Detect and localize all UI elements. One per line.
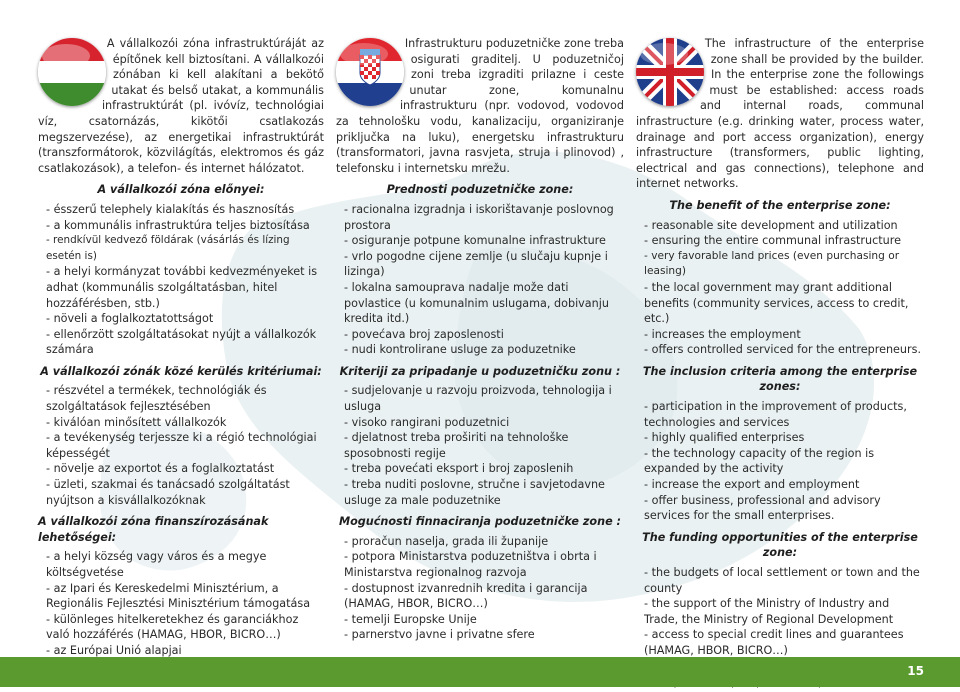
list-item: - a helyi község vagy város és a megye költségvetése	[46, 550, 267, 579]
list-item: - rendkívül kedvező földárak (vásárlás és lízing esetén is)	[46, 234, 290, 262]
footer-bar	[0, 657, 960, 687]
list-item: - az Európai Unió alapjai	[46, 643, 182, 657]
section-title-funding: The funding opportunities of the enterprise zone:	[642, 530, 918, 560]
list-item: - ensuring the entire communal infrastructure	[644, 234, 901, 248]
column-english	[636, 36, 924, 692]
section-title-criteria: The inclusion criteria among the enterprise zones:	[642, 364, 918, 394]
section-title-criteria: Kriteriji za pripadanje u poduzetničku zonu :	[339, 364, 621, 378]
benefits-list	[636, 218, 924, 358]
list-item: - sudjelovanje u razvoju proizvoda, tehnologija i usluga	[344, 384, 612, 414]
list-item: - ellenőrzött szolgáltatásokat nyújt a vállalkozók számára	[46, 327, 317, 357]
funding-list	[336, 534, 624, 643]
section-title-funding: A vállalkozói zóna finanszírozásának lehetőségei:	[38, 515, 269, 544]
intro-text: The infrastructure of the enterprise zone shall be provided by the builder. In the enterprise zone the followings must be established: access roads and internal roads, communal infrastructure (e.g. drinking water, process water, drainage and port access organization), energy infrastructure (transformers, public lighting, electrical and gas connections), telephone and internet networks.	[636, 37, 924, 191]
list-item: - racionalna izgradnja i iskorištavanje poslovnog prostora	[344, 202, 614, 232]
list-item: - részvétel a termékek, technológiák és szolgáltatások fejlesztésében	[46, 384, 267, 414]
section-title-benefits: The benefit of the enterprise zone:	[669, 198, 891, 212]
list-item: - very favorable land prices (even purchasing or leasing)	[644, 249, 900, 278]
section-title-funding: Mogućnosti finnaciranja poduzetničke zone :	[338, 515, 622, 529]
criteria-list	[636, 399, 924, 524]
list-item: - temelji Europske Unije	[344, 612, 477, 626]
criteria-list	[336, 383, 624, 508]
list-item: - treba nuditi poslovne, stručne i savjetodavne usluge za male poduzetnike	[344, 478, 605, 507]
list-item: - a tevékenység terjessze ki a régió technológiai képességét	[46, 431, 317, 460]
section-title-criteria: A vállalkozói zónák közé kerülés kritériumai:	[40, 364, 322, 378]
list-item: - kiválóan minősített vállalkozók	[46, 415, 227, 429]
intro-text: A vállalkozói zóna infrastruktúráját az építőnek kell biztosítani. A vállalkozói zónában ki kell alakítani a bekötő utakat és belső utakat, a kommunális infrastruktúrát (pl. ivóvíz, technológiai víz, csatornázás, kikötői csatlakozás megszervezése), az energetikai infrastruktúrát (transzformátorok, közvilágítás, elektromos és gáz csatlakozások), a telefon- és internet hálózatot.	[38, 37, 324, 175]
intro-text: Infrastrukturu poduzetničke zone treba osigurati graditelj. U poduzetničoj zoni treba izgraditi prilazne i ceste unutar zone, komunalnu infrastrukturu (npr. vodovod, vodovod za tehnološku vodu, kanalizaciju, organiziranje priključka na luku), energetsku infrastrukturu (transformatori, javna rasvjeta, struja i plinovod) , telefonsku i internetsku mrežu.	[336, 37, 624, 175]
list-item: - lokalna samouprava nadalje može dati povlastice (u komunalnim uslugama, dobivanju kredita itd.)	[344, 280, 609, 326]
list-item: - növeli a foglalkoztatottságot	[46, 312, 214, 326]
list-item: - treba povećati eksport i broj zaposlenih	[344, 462, 574, 476]
section-title-benefits: Prednosti poduzetničke zone:	[386, 183, 574, 197]
list-item: - access to special credit lines and guarantees (HAMAG, HBOR, BICRO…)	[644, 628, 904, 657]
list-item: - increase the export and employment	[644, 478, 860, 492]
list-item: - djelatnost treba proširiti na tehnološke sposobnosti regije	[344, 431, 569, 460]
list-item: - increases the employment	[644, 327, 801, 341]
list-item: - the budgets of local settlement or town and the county	[644, 566, 920, 595]
list-item: - a kommunális infrastruktúra teljes biztosítása	[46, 218, 310, 232]
list-item: - the local government may grant additional benefits (community services, access to credit, etc.)	[644, 280, 909, 326]
list-item: - potpora Ministarstva poduzetništva i obrta i Ministarstva regionalnog razvoja	[344, 550, 597, 579]
column-hungarian	[38, 36, 324, 676]
list-item: - nudi kontrolirane usluge za poduzetnike	[344, 343, 576, 357]
list-item: - visoko rangirani poduzetnici	[344, 415, 510, 429]
list-item: - vrlo pogodne cijene zemlje (u slučaju kupnje i lizinga)	[344, 249, 608, 279]
list-item: - üzleti, szakmai és tanácsadó szolgáltatást nyújtson a kisvállalkozóknak	[46, 478, 290, 507]
page-number: 15	[907, 664, 924, 678]
list-item: - offers controlled serviced for the entrepreneurs.	[644, 343, 922, 357]
list-item: - participation in the improvement of products, technologies and services	[644, 400, 907, 429]
list-item: - highly qualified enterprises	[644, 431, 805, 445]
list-item: - dostupnost izvanrednih kredita i garancija (HAMAG, HBOR, BICRO…)	[344, 581, 588, 611]
list-item: - proračun naselja, grada ili županije	[344, 534, 549, 548]
list-item: - the support of the Ministry of Industry and Trade, the Ministry of Regional Development	[644, 597, 894, 626]
list-item: - offer business, professional and advisory services for the small enterprises.	[644, 493, 881, 523]
list-item: - osiguranje potpune komunalne infrastrukture	[344, 234, 606, 248]
list-item: - a helyi kormányzat további kedvezményeket is adhat (kommunális szolgáltatásban, hitel hozzáférésben, stb.)	[46, 265, 318, 310]
benefits-list	[38, 202, 324, 358]
list-item: - az Ipari és Kereskedelmi Minisztérium, a Regionális Fejlesztési Minisztérium támogatása	[46, 581, 311, 611]
funding-list	[38, 549, 324, 674]
list-item: - reasonable site development and utilization	[644, 218, 898, 232]
section-title-benefits: A vállalkozói zóna előnyei:	[97, 183, 265, 197]
uk-flag-icon	[636, 38, 704, 106]
hungary-flag-icon	[38, 38, 106, 106]
column-croatian	[336, 36, 624, 645]
list-item: - povećava broj zaposlenosti	[344, 327, 504, 341]
criteria-list	[38, 383, 324, 508]
benefits-list	[336, 202, 624, 358]
list-item: - különleges hitelkeretekhez és garanciákhoz való hozzáférés (HAMAG, HBOR, BICRO…)	[46, 612, 299, 642]
list-item: - növelje az exportot és a foglalkoztatást	[46, 462, 275, 476]
list-item: - parnerstvo javne i privatne sfere	[344, 628, 535, 642]
list-item: - ésszerű telephely kialakítás és hasznosítás	[46, 202, 295, 216]
list-item: - the technology capacity of the region is expanded by the activity	[644, 446, 875, 476]
croatia-flag-icon	[336, 38, 404, 106]
